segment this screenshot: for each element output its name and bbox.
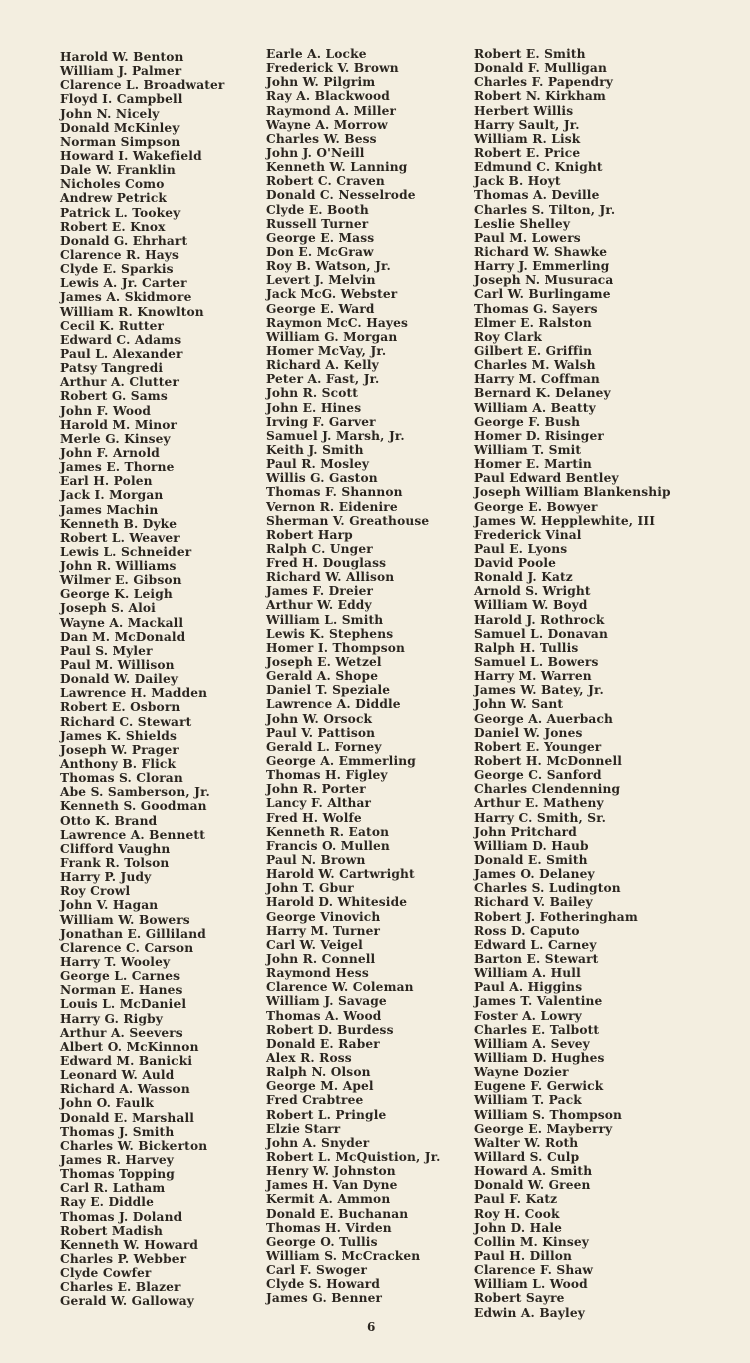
name-entry: Samuel J. Marsh, Jr. <box>266 428 405 443</box>
name-entry: James Machin <box>60 502 159 517</box>
name-entry: William G. Morgan <box>266 329 398 344</box>
name-entry: Charles S. Ludington <box>474 881 621 896</box>
name-entry: Arthur A. Clutter <box>60 375 180 390</box>
name-entry: Ray A. Blackwood <box>266 89 390 104</box>
name-entry: Clifford Vaughn <box>60 841 171 856</box>
name-entry: Paul M. Lowers <box>474 230 581 245</box>
name-entry: Harry T. Wooley <box>60 955 171 969</box>
name-entry: Thomas S. Cloran <box>60 771 183 786</box>
name-entry: John F. Wood <box>60 403 152 418</box>
name-column-3 <box>474 47 671 1320</box>
name-entry: Robert Harp <box>266 527 353 542</box>
name-entry: Francis O. Mullen <box>266 838 390 853</box>
name-entry: William R. Lisk <box>474 131 581 146</box>
name-entry: George C. Sanford <box>474 768 602 783</box>
name-entry: Robert E. Younger <box>474 739 602 754</box>
name-entry: Homer I. Thompson <box>266 640 406 655</box>
name-entry: Charles P. Webber <box>60 1251 187 1266</box>
name-entry: Herbert Willis <box>474 103 574 118</box>
name-entry: Gerald W. Galloway <box>60 1294 195 1309</box>
name-entry: William S. Thompson <box>474 1107 623 1122</box>
name-entry: Fred Crabtree <box>266 1093 364 1108</box>
name-entry: Thomas A. Deville <box>474 188 600 203</box>
name-entry: Charles W. Bickerton <box>60 1138 208 1153</box>
name-entry: Clyde S. Howard <box>266 1277 381 1292</box>
name-entry: John N. Nicely <box>60 106 160 121</box>
name-entry: Kenneth S. Goodman <box>60 799 207 814</box>
name-entry: Peter A. Fast, Jr. <box>266 372 380 387</box>
name-entry: John R. Connell <box>266 952 376 966</box>
name-entry: John T. Gbur <box>266 881 354 896</box>
name-entry: Lawrence A. Bennett <box>60 827 205 842</box>
name-entry: Clarence F. Shaw <box>474 1263 594 1278</box>
name-entry: John J. O'Neill <box>266 145 365 160</box>
name-entry: Paul S. Myler <box>60 643 153 658</box>
name-entry: Richard A. Wasson <box>60 1082 190 1097</box>
name-entry: Charles Clendenning <box>474 782 621 797</box>
name-column-1 <box>60 50 225 1309</box>
name-entry: Edward L. Carney <box>474 937 597 952</box>
name-entry: Daniel T. Speziale <box>266 683 391 698</box>
name-entry: Clarence L. Broadwater <box>60 78 225 93</box>
name-entry: George E. Mass <box>266 230 375 245</box>
name-entry: Kermit A. Ammon <box>266 1192 391 1207</box>
name-entry: Frank R. Tolson <box>60 856 170 871</box>
name-entry: Joseph E. Wetzel <box>266 655 382 670</box>
name-entry: Roy Crowl <box>60 884 131 899</box>
name-entry: Donald C. Nesselrode <box>266 188 416 203</box>
name-entry: Walter W. Roth <box>474 1135 579 1150</box>
name-entry: George A. Emmerling <box>266 754 416 769</box>
name-entry: Donald E. Smith <box>474 853 588 868</box>
name-entry: William R. Knowlton <box>60 304 204 319</box>
name-entry: Robert C. Craven <box>266 174 385 189</box>
name-entry: John W. Sant <box>474 697 564 712</box>
name-entry: Robert E. Smith <box>474 47 586 61</box>
name-entry: Carl R. Latham <box>60 1181 166 1196</box>
name-entry: Kenneth R. Eaton <box>266 824 390 839</box>
name-entry: Ralph N. Olson <box>266 1065 371 1080</box>
name-entry: James E. Thorne <box>60 460 175 475</box>
name-entry: Charles M. Walsh <box>474 358 596 373</box>
name-entry: Paul V. Pattison <box>266 725 376 740</box>
name-entry: Richard V. Bailey <box>474 895 593 910</box>
name-entry: Wayne A. Mackall <box>60 615 184 630</box>
name-entry: Elzie Starr <box>266 1121 341 1136</box>
name-column-2 <box>266 47 441 1306</box>
name-entry: Jonathan E. Gilliland <box>60 926 206 941</box>
name-entry: Gerald A. Shope <box>266 669 379 684</box>
name-entry: Lancy F. Althar <box>266 796 372 811</box>
name-entry: William L. Smith <box>266 612 384 627</box>
name-entry: Thomas J. Doland <box>60 1209 183 1224</box>
name-entry: John R. Scott <box>266 386 359 401</box>
name-entry: Ralph H. Tullis <box>474 640 579 655</box>
name-entry: Henry W. Johnston <box>266 1164 396 1179</box>
name-entry: Keith J. Smith <box>266 442 364 457</box>
name-entry: Jack McG. Webster <box>266 287 398 302</box>
name-entry: William T. Smit <box>474 442 582 457</box>
name-entry: Clyde E. Booth <box>266 202 369 217</box>
name-entry: John Pritchard <box>474 824 577 839</box>
name-entry: Charles F. Papendry <box>474 75 614 90</box>
name-entry: Edmund C. Knight <box>474 160 603 175</box>
name-entry: Arthur A. Seevers <box>60 1025 183 1040</box>
name-entry: Kenneth B. Dyke <box>60 516 178 531</box>
name-entry: George K. Leigh <box>60 587 173 602</box>
name-entry: Andrew Petrick <box>60 191 167 206</box>
name-entry: Homer McVay, Jr. <box>266 343 387 358</box>
name-entry: Raymond A. Miller <box>266 103 397 118</box>
name-entry: Lewis A. Jr. Carter <box>60 276 187 291</box>
name-entry: John D. Hale <box>474 1220 563 1235</box>
name-entry: Donald E. Buchanan <box>266 1206 409 1221</box>
name-entry: Thomas F. Shannon <box>266 485 403 500</box>
name-entry: Paul H. Dillon <box>474 1248 573 1263</box>
name-entry: Robert N. Kirkham <box>474 89 606 104</box>
name-entry: John O. Faulk <box>60 1096 155 1111</box>
name-entry: George E. Mayberry <box>474 1121 613 1136</box>
name-entry: Ralph C. Unger <box>266 541 373 556</box>
name-entry: Wayne A. Morrow <box>266 117 388 132</box>
name-entry: James O. Delaney <box>474 867 595 882</box>
name-entry: John A. Snyder <box>266 1135 370 1150</box>
name-entry: Lewis K. Stephens <box>266 626 394 641</box>
name-entry: James A. Skidmore <box>60 290 192 305</box>
name-entry: Thomas G. Sayers <box>474 301 598 316</box>
name-entry: Carl W. Veigel <box>266 937 363 952</box>
name-entry: Carl W. Burlingame <box>474 287 611 302</box>
name-entry: Robert L. Weaver <box>60 530 180 545</box>
name-entry: William J. Savage <box>266 994 387 1009</box>
name-entry: Joseph N. Musuraca <box>474 273 614 288</box>
name-entry: Charles S. Tilton, Jr. <box>474 202 616 217</box>
name-entry: Harry P. Judy <box>60 870 152 885</box>
name-entry: Ray E. Diddle <box>60 1195 154 1210</box>
name-entry: Richard W. Shawke <box>474 244 608 259</box>
name-entry: Harry M. Turner <box>266 923 381 938</box>
name-entry: Don E. McGraw <box>266 244 374 259</box>
name-entry: Frederick V. Brown <box>266 61 399 76</box>
name-entry: William J. Palmer <box>60 64 182 79</box>
name-entry: Thomas Topping <box>60 1167 175 1182</box>
name-entry: Howard A. Smith <box>474 1164 593 1179</box>
name-entry: Donald W. Dailey <box>60 672 179 687</box>
name-entry: Joseph W. Prager <box>60 742 179 757</box>
name-entry: Edwin A. Bayley <box>474 1305 585 1320</box>
name-entry: Lawrence H. Madden <box>60 686 208 701</box>
name-entry: Harold W. Cartwright <box>266 867 415 882</box>
name-entry: Donald F. Mulligan <box>474 61 607 76</box>
name-entry: William A. Beatty <box>474 400 596 415</box>
name-entry: Earl H. Polen <box>60 474 153 489</box>
name-entry: Russell Turner <box>266 216 369 231</box>
name-entry: John R. Porter <box>266 782 366 797</box>
name-entry: Willis G. Gaston <box>266 471 378 486</box>
name-entry: Wilmer E. Gibson <box>60 573 182 588</box>
name-entry: Cecil K. Rutter <box>60 318 165 333</box>
name-entry: Bernard K. Delaney <box>474 386 611 401</box>
name-entry: Donald W. Green <box>474 1178 591 1193</box>
name-entry: Thomas H. Virden <box>266 1220 392 1235</box>
name-entry: James G. Benner <box>266 1291 383 1306</box>
name-entry: Robert J. Fotheringham <box>474 909 638 924</box>
name-entry: Sherman V. Greathouse <box>266 513 430 528</box>
name-entry: Harry Sault, Jr. <box>474 117 580 132</box>
name-entry: Frederick Vinal <box>474 527 582 542</box>
name-entry: Anthony B. Flick <box>60 757 177 772</box>
name-entry: Thomas H. Figley <box>266 768 388 783</box>
name-entry: Roy Clark <box>474 329 543 344</box>
name-entry: Joseph William Blankenship <box>474 485 671 500</box>
name-entry: Robert Madish <box>60 1223 164 1238</box>
name-entry: Harry M. Coffman <box>474 372 600 387</box>
name-entry: James T. Valentine <box>474 994 603 1009</box>
name-entry: Collin M. Kinsey <box>474 1234 589 1249</box>
name-entry: William W. Boyd <box>474 598 588 613</box>
name-entry: George E. Bowyer <box>474 499 598 514</box>
name-entry: Harry C. Smith, Sr. <box>474 810 607 825</box>
name-entry: Nicholes Como <box>60 177 165 192</box>
name-entry: Homer D. Risinger <box>474 428 604 443</box>
name-entry: Robert E. Osborn <box>60 700 181 715</box>
name-entry: William A. Hull <box>474 966 581 981</box>
name-entry: Samuel L. Donavan <box>474 626 608 641</box>
name-entry: Vernon R. Eidenire <box>266 499 398 514</box>
name-entry: Raymon McC. Hayes <box>266 315 409 330</box>
name-entry: Homer E. Martin <box>474 457 592 472</box>
name-entry: Merle G. Kinsey <box>60 431 171 446</box>
name-entry: George L. Carnes <box>60 969 181 984</box>
name-entry: Richard C. Stewart <box>60 714 192 729</box>
name-entry: Robert L. Pringle <box>266 1107 387 1122</box>
name-entry: Louis L. McDaniel <box>60 997 187 1012</box>
name-entry: Earle A. Locke <box>266 47 367 61</box>
name-entry: James F. Dreier <box>266 584 374 599</box>
name-entry: Patsy Tangredi <box>60 361 164 376</box>
name-entry: Richard W. Allison <box>266 570 395 585</box>
name-entry: Harold M. Minor <box>60 417 178 432</box>
name-entry: Donald E. Marshall <box>60 1110 195 1125</box>
name-entry: Dan M. McDonald <box>60 629 186 644</box>
name-entry: Raymond Hess <box>266 966 369 981</box>
name-entry: Thomas J. Smith <box>60 1124 175 1139</box>
name-entry: John W. Pilgrim <box>266 75 376 90</box>
name-entry: Arthur W. Eddy <box>266 598 372 613</box>
name-entry: Fred H. Douglass <box>266 556 387 571</box>
name-entry: Harold J. Rothrock <box>474 612 605 627</box>
name-entry: Robert Sayre <box>474 1291 565 1306</box>
name-entry: Arthur E. Matheny <box>474 796 604 811</box>
name-entry: Jack B. Hoyt <box>474 174 561 189</box>
name-entry: Norman E. Hanes <box>60 983 183 998</box>
name-entry: Harry M. Warren <box>474 669 592 684</box>
name-entry: John E. Hines <box>266 400 362 415</box>
name-entry: George F. Bush <box>474 414 581 429</box>
name-entry: Arnold S. Wright <box>474 584 591 599</box>
name-entry: Paul M. Willison <box>60 658 175 673</box>
name-entry: Wayne Dozier <box>474 1065 569 1080</box>
name-entry: Foster A. Lowry <box>474 1008 582 1023</box>
name-entry: John W. Orsock <box>266 711 373 726</box>
name-entry: Lewis L. Schneider <box>60 544 192 559</box>
name-entry: Harold D. Whiteside <box>266 895 408 910</box>
name-entry: Thomas A. Wood <box>266 1008 382 1023</box>
name-entry: James W. Batey, Jr. <box>474 683 604 698</box>
name-entry: Gerald L. Forney <box>266 739 382 754</box>
name-entry: Robert G. Sams <box>60 389 168 404</box>
name-entry: Howard I. Wakefield <box>60 148 202 163</box>
name-entry: William A. Sevey <box>474 1036 590 1051</box>
name-entry: Patrick L. Tookey <box>60 205 181 220</box>
name-entry: George O. Tullis <box>266 1234 378 1249</box>
name-entry: Clarence C. Carson <box>60 940 194 955</box>
name-entry: John V. Hagan <box>60 898 159 913</box>
name-entry: Ross D. Caputo <box>474 923 580 938</box>
name-entry: Robert E. Price <box>474 145 581 160</box>
name-entry: Roy H. Cook <box>474 1206 560 1221</box>
name-entry: John R. Williams <box>60 559 177 574</box>
name-entry: Leonard W. Auld <box>60 1068 175 1083</box>
name-entry: Leslie Shelley <box>474 216 571 231</box>
name-entry: Daniel W. Jones <box>474 725 583 740</box>
name-entry: David Poole <box>474 556 557 571</box>
name-entry: William T. Pack <box>474 1093 582 1108</box>
name-entry: William L. Wood <box>474 1277 588 1292</box>
name-entry: James K. Shields <box>60 728 177 743</box>
name-entry: William D. Haub <box>474 838 589 853</box>
name-entry: Richard A. Kelly <box>266 358 379 373</box>
name-entry: Robert E. Knox <box>60 219 166 234</box>
name-entry: Robert D. Burdess <box>266 1022 394 1037</box>
name-entry: Fred H. Wolfe <box>266 810 362 825</box>
name-entry: Edward C. Adams <box>60 332 182 347</box>
name-entry: Charles E. Talbott <box>474 1022 600 1037</box>
name-entry: Paul Edward Bentley <box>474 471 619 486</box>
name-entry: William S. McCracken <box>266 1248 421 1263</box>
name-entry: Irving F. Garver <box>266 414 376 429</box>
name-entry: Paul R. Mosley <box>266 457 370 472</box>
name-entry: Lawrence A. Diddle <box>266 697 401 712</box>
name-entry: George E. Ward <box>266 301 375 316</box>
name-entry: James H. Van Dyne <box>266 1178 398 1193</box>
name-entry: Clarence W. Coleman <box>266 980 414 995</box>
name-entry: Willard S. Culp <box>474 1149 580 1164</box>
name-entry: Roy B. Watson, Jr. <box>266 259 391 274</box>
name-entry: Gilbert E. Griffin <box>474 343 593 358</box>
name-entry: James R. Harvey <box>60 1152 175 1167</box>
name-entry: George A. Auerbach <box>474 711 614 726</box>
name-entry: Floyd I. Campbell <box>60 92 183 107</box>
name-entry: Edward M. Banicki <box>60 1053 193 1068</box>
name-entry: Robert L. McQuistion, Jr. <box>266 1149 441 1164</box>
name-entry: William D. Hughes <box>474 1050 605 1065</box>
name-entry: Harry J. Emmerling <box>474 259 610 274</box>
name-entry: Samuel L. Bowers <box>474 655 599 670</box>
name-entry: Paul N. Brown <box>266 853 366 868</box>
page-number: 6 <box>367 1320 376 1334</box>
name-entry: Clyde E. Sparkis <box>60 262 174 277</box>
name-entry: Charles E. Blazer <box>60 1280 181 1295</box>
name-entry: Robert H. McDonnell <box>474 754 623 769</box>
name-entry: Paul A. Higgins <box>474 980 583 995</box>
name-entry: Clarence R. Hays <box>60 247 180 262</box>
name-entry: Paul L. Alexander <box>60 346 183 361</box>
name-entry: Albert O. McKinnon <box>60 1039 199 1054</box>
name-entry: Eugene F. Gerwick <box>474 1079 604 1094</box>
name-entry: Paul F. Katz <box>474 1192 558 1207</box>
name-entry: Joseph S. Aloi <box>60 601 156 616</box>
name-entry: Harry G. Rigby <box>60 1011 164 1026</box>
name-entry: James W. Hepplewhite, III <box>474 513 656 528</box>
name-entry: Donald G. Ehrhart <box>60 233 188 248</box>
name-entry: George M. Apel <box>266 1079 374 1094</box>
name-entry: Kenneth W. Howard <box>60 1237 199 1252</box>
name-entry: Charles W. Bess <box>266 131 377 146</box>
name-entry: William W. Bowers <box>60 912 190 927</box>
name-entry: Clyde Cowfer <box>60 1266 152 1281</box>
name-entry: Jack I. Morgan <box>60 488 164 503</box>
name-entry: Dale W. Franklin <box>60 163 176 178</box>
name-entry: Ronald J. Katz <box>474 570 573 585</box>
name-entry: Carl F. Swoger <box>266 1263 368 1278</box>
name-entry: Abe S. Samberson, Jr. <box>60 785 210 800</box>
name-entry: Harold W. Benton <box>60 50 184 64</box>
name-entry: Barton E. Stewart <box>474 952 599 966</box>
name-entry: Norman Simpson <box>60 134 181 149</box>
name-entry: Donald McKinley <box>60 120 180 135</box>
name-entry: Alex R. Ross <box>266 1050 352 1065</box>
name-entry: George Vinovich <box>266 909 381 924</box>
name-entry: John F. Arnold <box>60 445 160 460</box>
name-entry: Otto K. Brand <box>60 813 158 828</box>
name-entry: Elmer E. Ralston <box>474 315 592 330</box>
name-entry: Donald E. Raber <box>266 1036 380 1051</box>
name-entry: Kenneth W. Lanning <box>266 160 408 175</box>
name-entry: Paul E. Lyons <box>474 541 568 556</box>
name-entry: Levert J. Melvin <box>266 273 376 288</box>
